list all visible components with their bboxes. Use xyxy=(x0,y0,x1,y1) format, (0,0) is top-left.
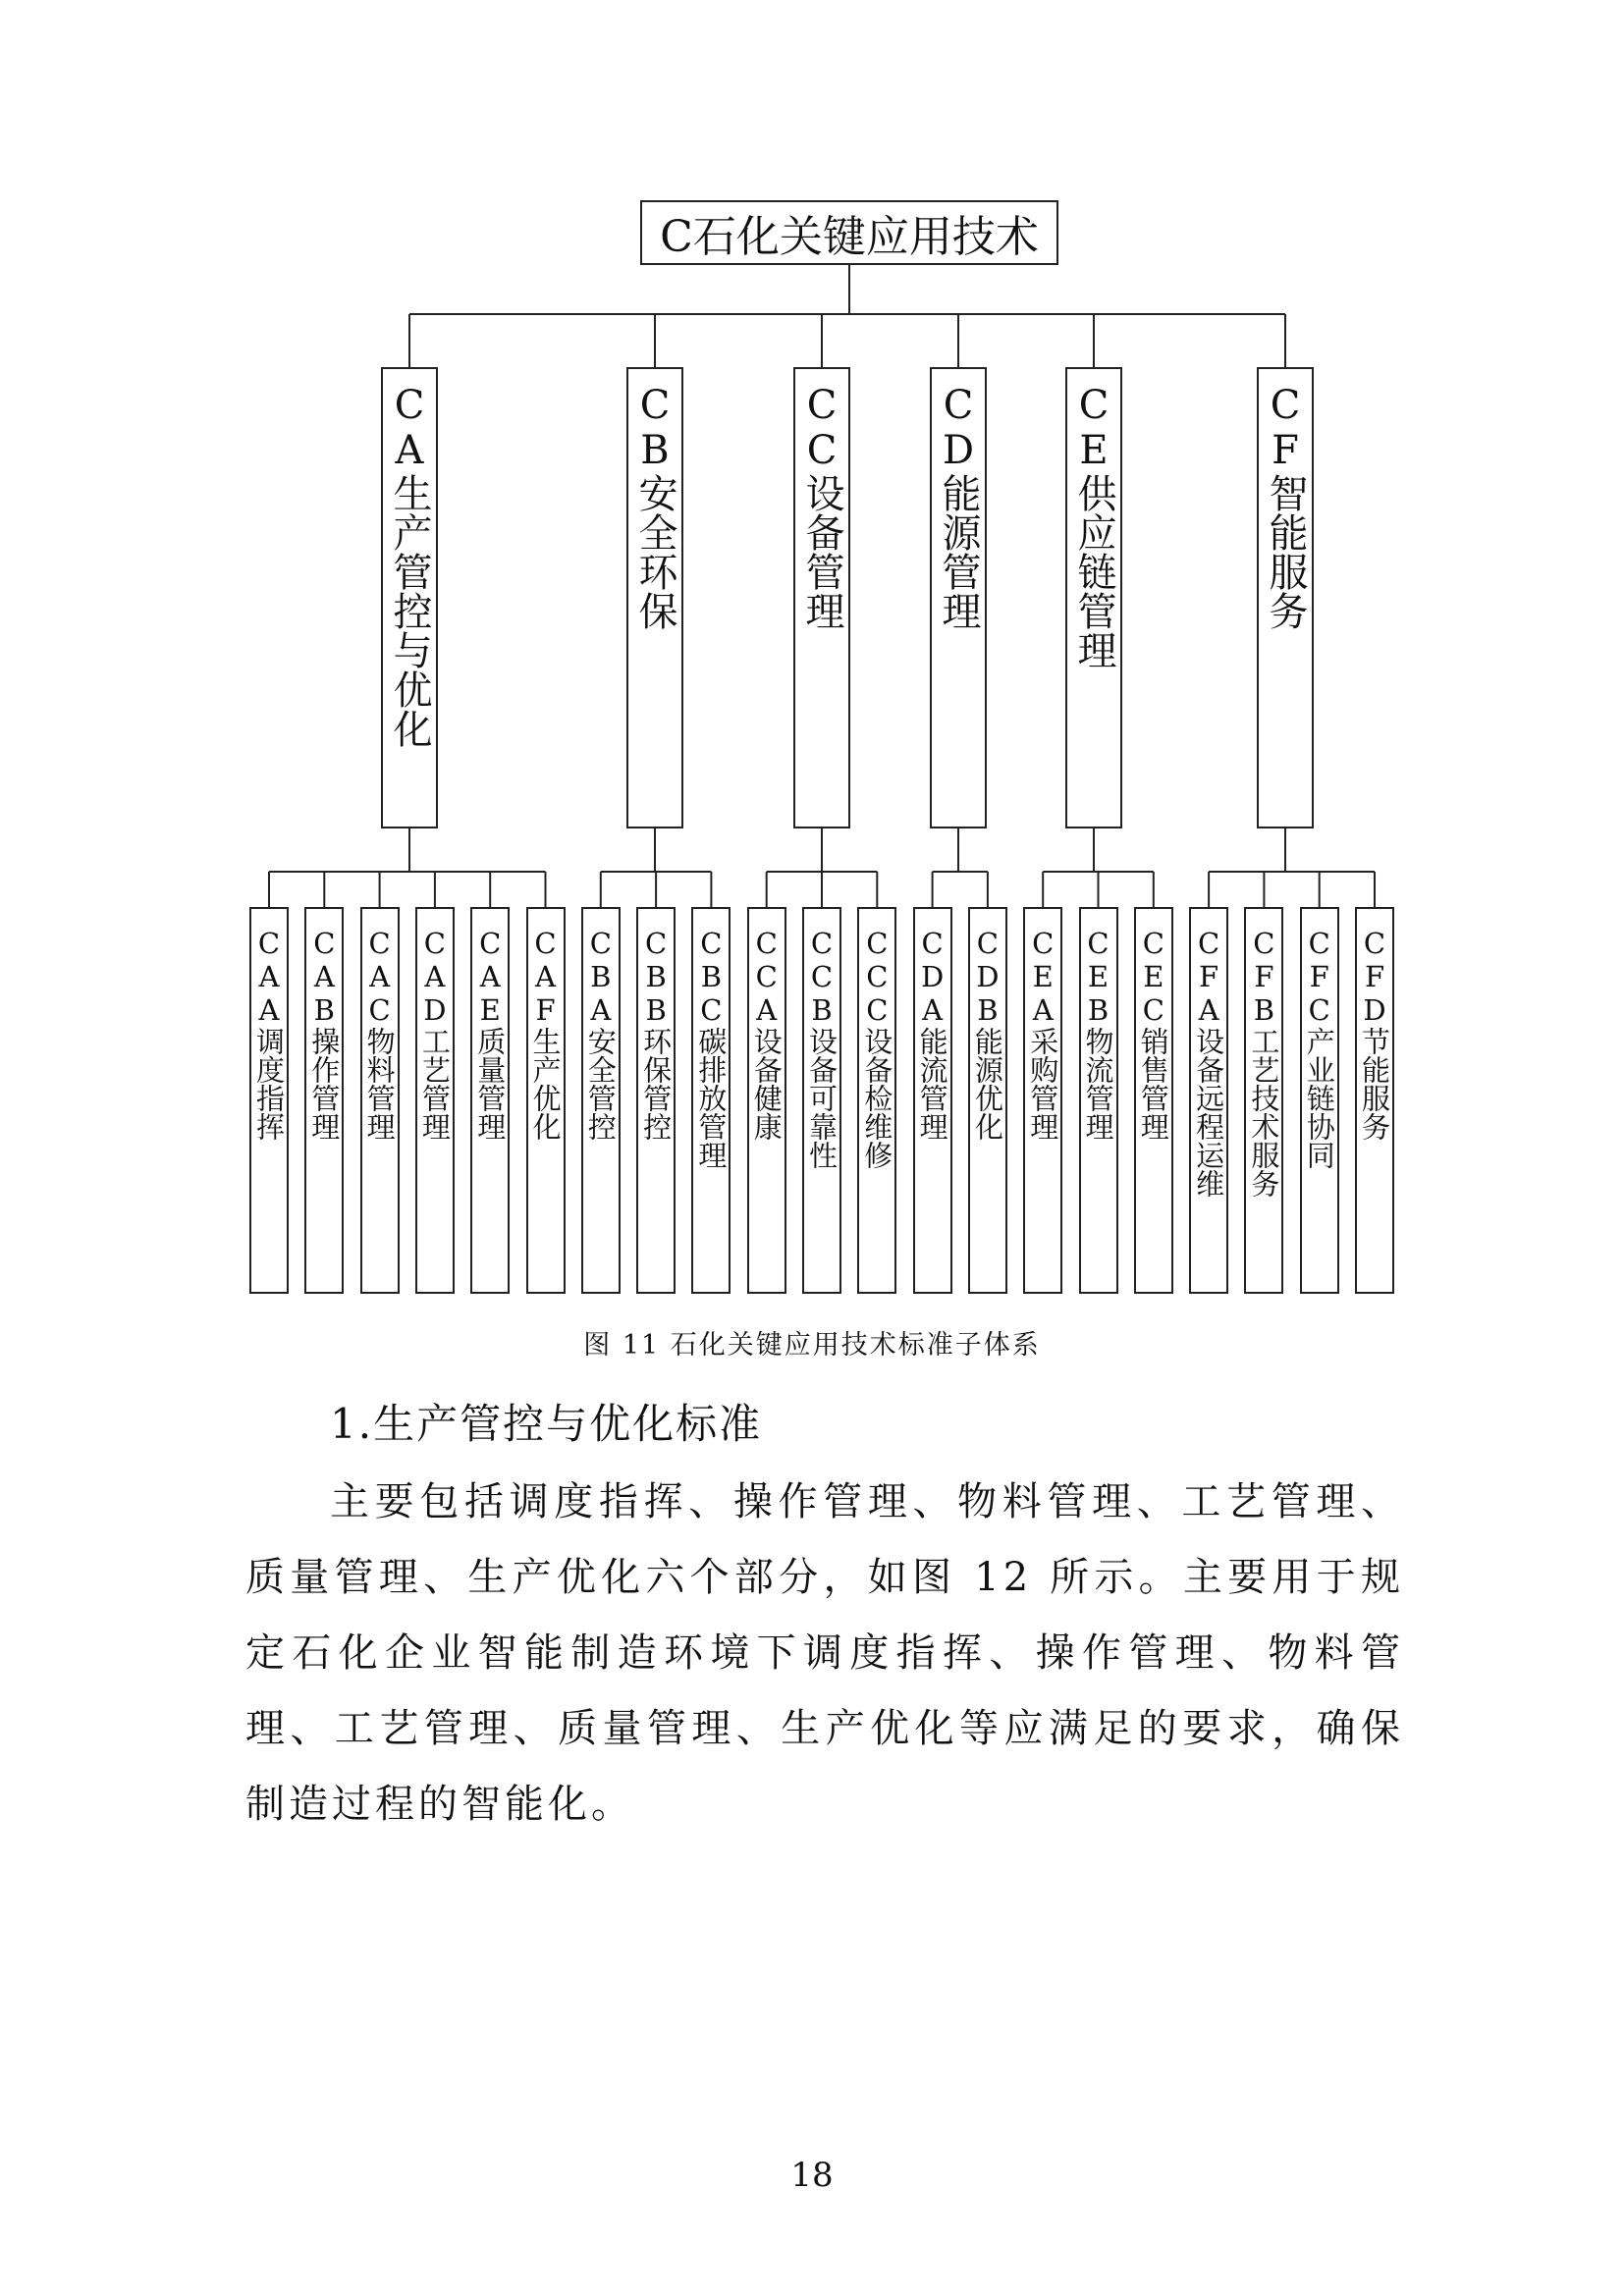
category-node xyxy=(1065,367,1122,828)
leaf-node xyxy=(636,907,676,1294)
leaf-node xyxy=(360,907,400,1294)
leaf-node-label: CFC产业链协同 xyxy=(1302,927,1336,1169)
leaf-node xyxy=(249,907,289,1294)
leaf-node xyxy=(747,907,786,1294)
leaf-node-label: CFA设备远程运维 xyxy=(1192,927,1226,1198)
category-node xyxy=(793,367,850,828)
leaf-node xyxy=(1189,907,1228,1294)
leaf-node xyxy=(526,907,566,1294)
leaf-node xyxy=(1134,907,1173,1294)
leaf-node-label: CAA调度指挥 xyxy=(252,927,286,1141)
leaf-node-label: CDA能流管理 xyxy=(915,927,949,1141)
leaf-node xyxy=(857,907,896,1294)
leaf-node xyxy=(470,907,510,1294)
category-node xyxy=(930,367,987,828)
leaf-node xyxy=(415,907,455,1294)
category-node xyxy=(626,367,683,828)
leaf-node-label: CEC销售管理 xyxy=(1136,927,1170,1141)
category-node-label: CE供应链管理 xyxy=(1071,383,1116,669)
root-node xyxy=(640,200,1058,265)
category-node-label: CF智能服务 xyxy=(1263,383,1308,630)
leaf-node xyxy=(968,907,1007,1294)
leaf-node-label: CCA设备健康 xyxy=(749,927,784,1141)
category-node xyxy=(1257,367,1314,828)
body-paragraph: 主要包括调度指挥、操作管理、物料管理、工艺管理、质量管理、生产优化六个部分，如图 12 所示。主要用于规定石化企业智能制造环境下调度指挥、操作管理、物料管理、工艺管理、质量管理、生产优化等应满足的要求，确保制造过程的智能化。 xyxy=(245,1479,1404,1827)
leaf-node xyxy=(691,907,731,1294)
figure-caption: 图 11 石化关键应用技术标准子体系 xyxy=(583,1330,1041,1361)
leaf-node xyxy=(1023,907,1062,1294)
category-node-label: CD能源管理 xyxy=(936,383,981,630)
leaf-node-label: CBA安全管控 xyxy=(583,927,618,1141)
leaf-node xyxy=(304,907,344,1294)
leaf-node-label: CCB设备可靠性 xyxy=(805,927,839,1169)
leaf-node xyxy=(581,907,621,1294)
leaf-node-label: CBC碳排放管理 xyxy=(694,927,729,1169)
leaf-node xyxy=(1355,907,1394,1294)
leaf-node-label: CAB操作管理 xyxy=(307,927,342,1141)
leaf-node-label: CAD工艺管理 xyxy=(417,927,452,1141)
leaf-node xyxy=(1079,907,1118,1294)
leaf-node-label: CAF生产优化 xyxy=(528,927,563,1141)
leaf-node xyxy=(1300,907,1339,1294)
leaf-node-label: CEB物流管理 xyxy=(1081,927,1115,1141)
leaf-node-label: CFB工艺技术服务 xyxy=(1247,927,1281,1198)
leaf-node-label: CAE质量管理 xyxy=(473,927,508,1141)
leaf-node-label: CBB环保管控 xyxy=(639,927,674,1141)
leaf-node xyxy=(802,907,841,1294)
root-node-label: C石化关键应用技术 xyxy=(660,212,1039,262)
category-node-label: CA生产管控与优化 xyxy=(387,383,432,748)
leaf-node xyxy=(913,907,952,1294)
category-node-label: CB安全环保 xyxy=(632,383,677,630)
leaf-node-label: CAC物料管理 xyxy=(362,927,397,1141)
leaf-node-label: CEA采购管理 xyxy=(1026,927,1060,1141)
leaf-node-label: CFD节能服务 xyxy=(1358,927,1391,1141)
category-node xyxy=(381,367,438,828)
category-node-label: CC设备管理 xyxy=(799,383,844,630)
leaf-node xyxy=(1244,907,1283,1294)
page-number: 18 xyxy=(790,2156,834,2195)
leaf-node-label: CCC设备检维修 xyxy=(860,927,894,1169)
section-heading: 1.生产管控与优化标准 xyxy=(330,1400,763,1448)
leaf-node-label: CDB能源优化 xyxy=(970,927,1004,1141)
